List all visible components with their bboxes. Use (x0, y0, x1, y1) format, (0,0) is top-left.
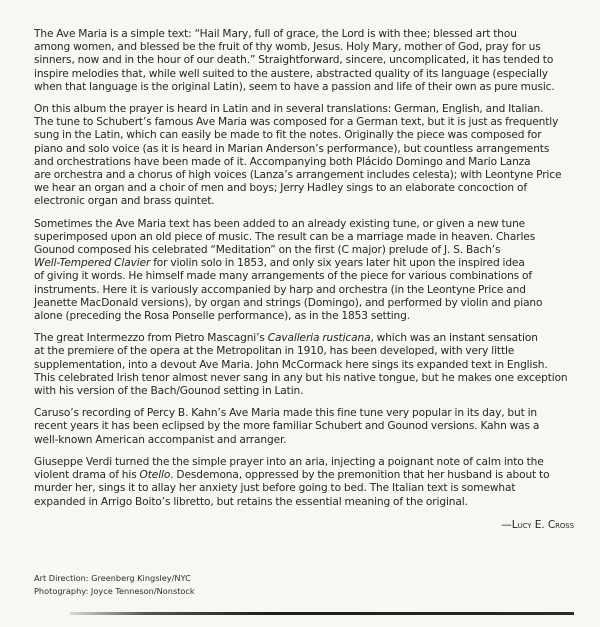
text-line: supplementation, into a devout Ave Maria. John McCormack here sings its expanded text in English. (34, 358, 548, 371)
text-line-with-title (34, 469, 574, 482)
text-line: instruments. Here it is variously accompanied by harp and orchestra (in the Leontyne Price and (34, 283, 526, 296)
credits (34, 572, 574, 598)
paragraph-translations (34, 103, 574, 209)
paragraph-caruso (34, 407, 574, 447)
text-line: we hear an organ and a choir of men and boys; Jerry Hadley sings to an elaborate concoction of (34, 182, 527, 195)
text-line: sung in the Latin, which can easily be made to fit the notes. Originally the piece was composed for (34, 129, 542, 142)
text-line: piano and solo voice (as it is heard in Marian Anderson’s performance), but countless arrangements (34, 142, 550, 155)
paragraph-verdi (34, 456, 574, 509)
text-line: superimposed upon an old piece of music. The result can be a marriage made in heaven. Charles (34, 230, 536, 243)
text-line: The tune to Schubert’s famous Ave Maria was composed for a German text, but it is just as frequently (34, 116, 559, 129)
text-line: among women, and blessed be the fruit of thy womb, Jesus. Holy Mary, mother of God, pray for us (34, 41, 541, 54)
scan-edge-shadow (70, 612, 574, 615)
text-line: electronic organ and brass quintet. (34, 195, 215, 208)
work-title: Otello (139, 469, 171, 482)
text-line: murder her, sings it to allay her anxiety just before going to bed. The Italian text is somewhat (34, 482, 516, 495)
em-dash: — (501, 518, 512, 531)
text-fragment: violent drama of his (34, 469, 140, 482)
text-fragment: . Desdemona, oppressed by the premonition that her husband is about to (170, 469, 550, 482)
text-fragment: , which was an instant sensation (370, 332, 538, 345)
text-line: inspire melodies that, while well suited to the austere, abstracted quality of its language (especially (34, 67, 548, 80)
text-line: Gounod composed his celebrated “Meditation” on the first (C major) prelude of J. S. Bach’s (34, 244, 501, 257)
text-line: well-known American accompanist and arranger. (34, 433, 287, 446)
text-line: Giuseppe Verdi turned the the simple prayer into an aria, injecting a poignant note of calm into the (34, 455, 544, 468)
text-line: are orchestra and a chorus of high voices (Lanza’s arrangement includes celesta); with Leontyne Price (34, 169, 562, 182)
text-fragment: for violin solo in 1853, and only six years later hit upon the inspired idea (150, 257, 525, 270)
text-line: The Ave Maria is a simple text: “Hail Mary, full of grace, the Lord is with thee; blessed art thou (34, 28, 517, 40)
paragraph-intro (34, 28, 574, 94)
paragraph-gounod (34, 218, 574, 324)
text-line-with-title (34, 332, 574, 345)
text-line: with his version of the Bach/Gounod setting in Latin. (34, 385, 304, 398)
text-line: Caruso’s recording of Percy B. Kahn’s Ave Maria made this fine tune very popular in its day, but in (34, 407, 538, 420)
credit-art-direction: Art Direction: Greenberg Kingsley/NYC (34, 572, 191, 583)
text-line: Jeanette MacDonald versions), by organ and strings (Domingo), and performed by violin and piano (34, 296, 543, 309)
author-signature (34, 518, 574, 532)
text-line: sinners, now and in the hour of our death.” Straightforward, sincere, uncomplicated, it has tended to (34, 54, 554, 67)
text-fragment: The great Intermezzo from Pietro Mascagni’s (34, 332, 268, 345)
text-line: Sometimes the Ave Maria text has been added to an already existing tune, or given a new tune (34, 217, 526, 230)
text-line: and orchestrations have been made of it. Accompanying both Plácido Domingo and Mario Lanza (34, 155, 531, 168)
text-line: when that language is the original Latin), seem to have a passion and life of their own as pure music. (34, 80, 555, 93)
work-title: Cavalleria rusticana (267, 332, 371, 345)
liner-notes (34, 28, 574, 532)
text-line: recent years it has been eclipsed by the more familiar Schubert and Gounod versions. Kahn was a (34, 420, 540, 433)
credit-photography: Photography: Joyce Tenneson/Nonstock (34, 585, 195, 596)
text-line: On this album the prayer is heard in Latin and in several translations: German, English, and Italian. (34, 103, 544, 116)
author-name: Lucy E. Cross (511, 518, 574, 531)
paragraph-mascagni (34, 332, 574, 398)
text-line: This celebrated Irish tenor almost never sang in any but his native tongue, but he makes one exception (34, 371, 568, 384)
text-line: of giving it words. He himself made many arrangements of the piece for various combinations of (34, 270, 532, 283)
text-line: expanded in Arrigo Boito’s libretto, but retains the essential meaning of the original. (34, 495, 468, 508)
text-line: alone (preceding the Rosa Ponselle performance), as in the 1853 setting. (34, 310, 410, 323)
text-line: at the premiere of the opera at the Metropolitan in 1910, has been developed, with very little (34, 345, 515, 358)
text-line-with-title (34, 257, 574, 270)
work-title: Well-Tempered Clavier (34, 257, 151, 270)
